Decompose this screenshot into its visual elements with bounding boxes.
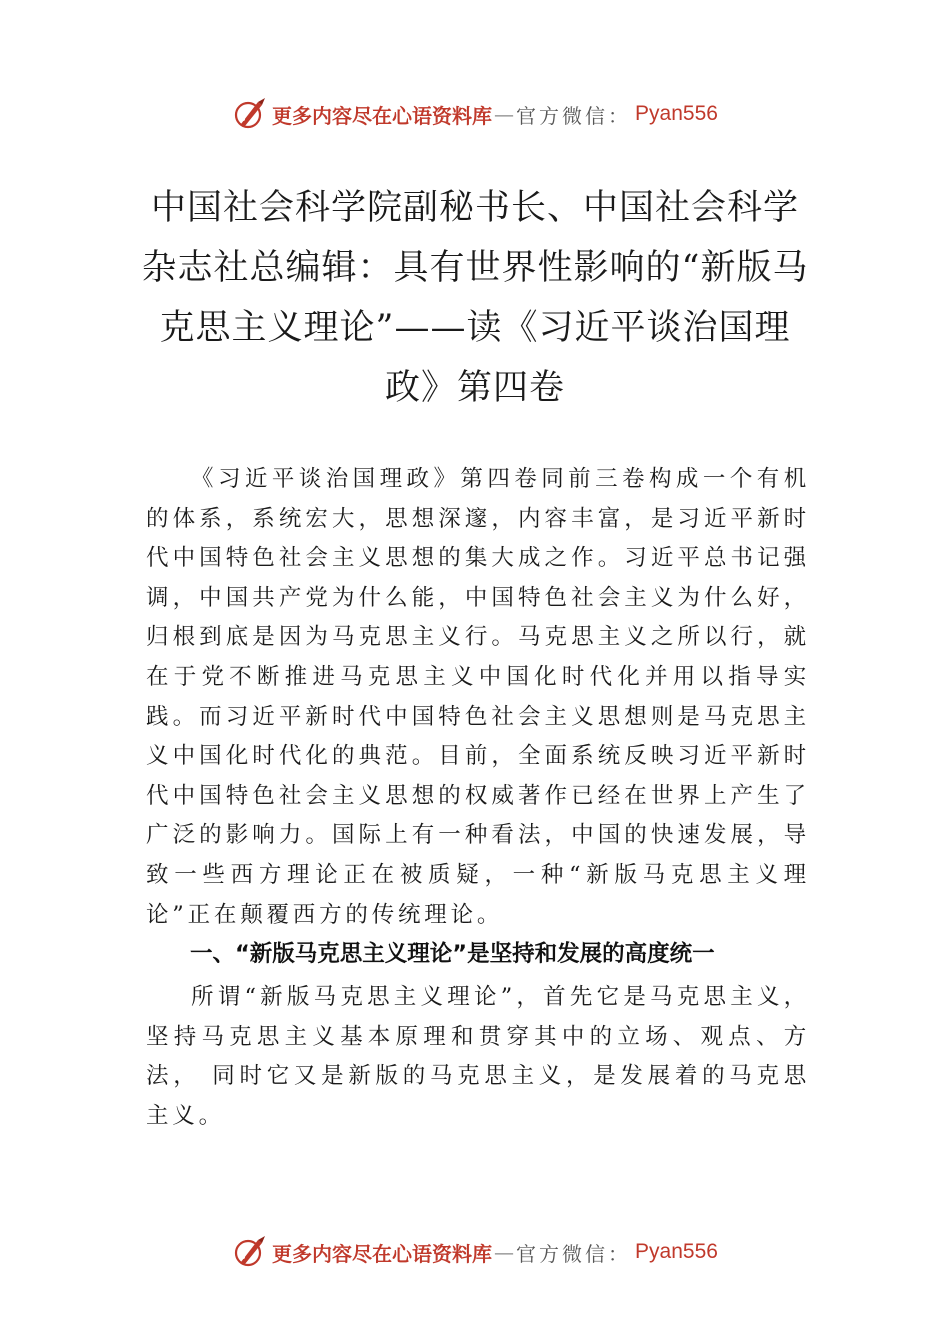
header-banner xyxy=(0,92,950,136)
paragraph-1: 《习近平谈治国理政》第四卷同前三卷构成一个有机的体系，系统宏大，思想深邃，内容丰富，是习近平新时代中国特色社会主义思想的集大成之作。习近平总书记强调，中国共产党为什么能，中国特色社会主义为什么好，归根到底是因为马克思主义行。马克思主义之所以行，就在于党不断推进马克思主义中国化时代化并用以指导实践。而习近平新时代中国特色社会主义思想则是马克思主义中国化时代化的典范。目前，全面系统反映习近平新时代中国特色社会主义思想的权威著作已经在世界上产生了广泛的影响力。国际上有一种看法，中国的快速发展，导致一些西方理论正在被质疑，一种“新版马克思主义理论”正在颠覆西方的传统理论。 xyxy=(146,466,810,928)
banner-wechat-label: 官方微信： xyxy=(516,1241,632,1266)
quill-pen-logo-icon xyxy=(232,1234,268,1270)
paragraph-2: 所谓“新版马克思主义理论”，首先它是马克思主义，坚持马克思主义基本原理和贯穿其中的立场、观点、方法， 同时它又是新版的马克思主义，是发展着的马克思主义。 xyxy=(146,984,810,1129)
footer-banner xyxy=(0,1230,950,1274)
quill-pen-logo-icon xyxy=(232,96,268,132)
document-title: 中国社会科学院副秘书长、中国社会科学杂志社总编辑：具有世界性影响的“新版马克思主义理论”——读《习近平谈治国理政》第四卷 xyxy=(141,188,809,408)
banner-brand: 更多内容尽在心语资料库 xyxy=(272,103,493,128)
banner-account: Pyan556 xyxy=(635,102,718,125)
banner-separator: — xyxy=(494,1240,515,1264)
section-heading: 一、“新版马克思主义理论”是坚持和发展的高度统一 xyxy=(190,941,715,967)
banner-account: Pyan556 xyxy=(635,1240,718,1263)
banner-wechat-label: 官方微信： xyxy=(516,103,632,128)
banner-brand: 更多内容尽在心语资料库 xyxy=(272,1241,493,1266)
banner-separator: — xyxy=(494,102,515,126)
